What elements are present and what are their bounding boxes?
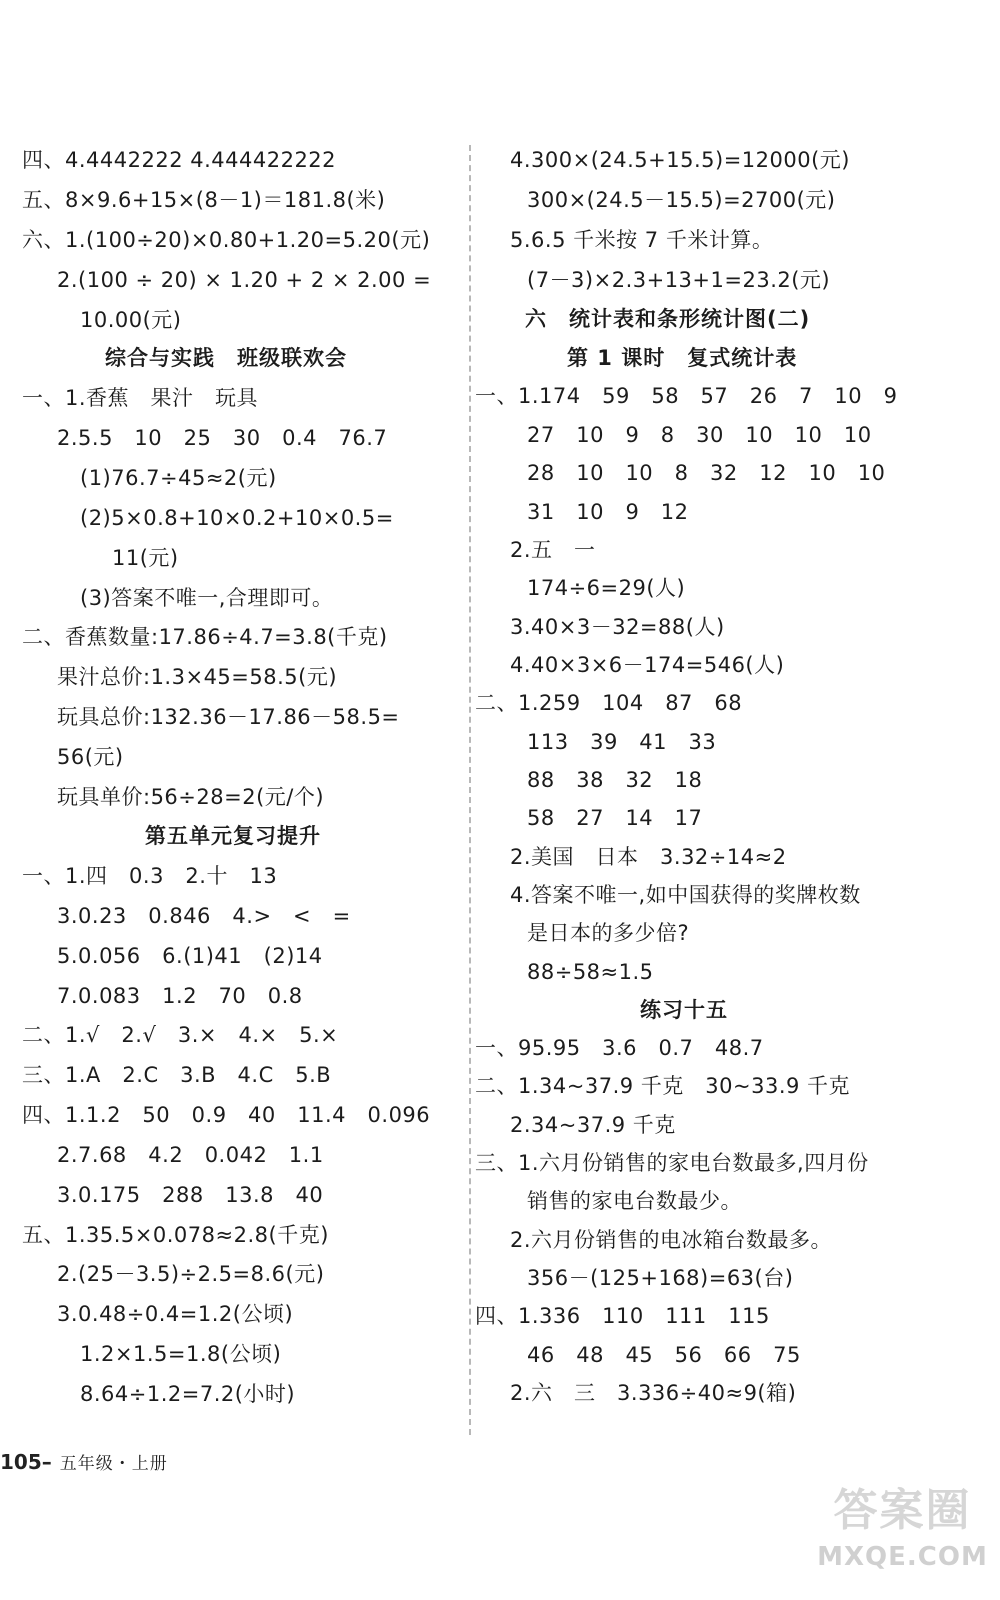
- answer-line: 2.(25－3.5)÷2.5=8.6(元): [57, 1262, 325, 1286]
- answer-line: 3.40×3－32=88(人): [510, 615, 725, 639]
- answer-line: (1)76.7÷45≈2(元): [80, 466, 277, 490]
- answer-line: 46 48 45 56 66 75: [527, 1343, 801, 1367]
- answer-line: 28 10 10 8 32 12 10 10: [527, 461, 886, 485]
- section-heading: 六 统计表和条形统计图(二): [525, 307, 811, 331]
- answer-line: 2.34~37.9 千克: [510, 1113, 676, 1137]
- page-footer: [0, 1450, 168, 1476]
- answer-line: 300×(24.5－15.5)=2700(元): [527, 188, 836, 212]
- answer-line: 4.答案不唯一,如中国获得的奖牌枚数: [510, 883, 861, 907]
- answer-line: 1.2×1.5=1.8(公顷): [80, 1342, 282, 1366]
- answer-line: 六、1.(100÷20)×0.80+1.20=5.20(元): [22, 228, 431, 252]
- answer-line: (3)答案不唯一,合理即可。: [80, 586, 334, 610]
- answer-line: 88 38 32 18: [527, 768, 703, 792]
- answer-line: 2.六 三 3.336÷40≈9(箱): [510, 1381, 797, 1405]
- answer-line: 7.0.083 1.2 70 0.8: [57, 984, 303, 1008]
- answer-line: 玩具总价:132.36－17.86－58.5=: [57, 705, 400, 729]
- answer-line: 二、1.√ 2.√ 3.× 4.× 5.×: [22, 1023, 339, 1047]
- answer-line: (2)5×0.8+10×0.2+10×0.5=: [80, 506, 394, 530]
- answer-line: 4.300×(24.5+15.5)=12000(元): [510, 148, 850, 172]
- answer-line: 一、95.95 3.6 0.7 48.7: [475, 1036, 764, 1060]
- answer-line: 2.五 一: [510, 538, 596, 562]
- answer-line: 销售的家电台数最少。: [527, 1189, 742, 1213]
- answer-line: 4.40×3×6－174=546(人): [510, 653, 785, 677]
- answer-line: 2.六月份销售的电冰箱台数最多。: [510, 1228, 833, 1252]
- section-heading: 第五单元复习提升: [145, 824, 321, 848]
- grade-label: 五年级・上册: [59, 1454, 168, 1474]
- watermark-url: MXQE.COM: [817, 1542, 988, 1572]
- answer-line: 11(元): [112, 546, 179, 570]
- answer-line: (7－3)×2.3+13+1=23.2(元): [527, 268, 831, 292]
- answer-line: 174÷6=29(人): [527, 576, 686, 600]
- answer-line: 2.(100 ÷ 20) × 1.20 + 2 × 2.00 =: [57, 268, 432, 292]
- answer-line: 一、1.四 0.3 2.十 13: [22, 864, 278, 888]
- answer-line: 113 39 41 33: [527, 730, 717, 754]
- watermark-text: 答案圈: [833, 1485, 972, 1536]
- answer-line: 四、1.336 110 111 115: [475, 1304, 770, 1328]
- answer-line: 27 10 9 8 30 10 10 10: [527, 423, 872, 447]
- lesson-heading: 第 1 课时 复式统计表: [567, 346, 798, 370]
- answer-line: 三、1.六月份销售的家电台数最多,四月份: [475, 1151, 869, 1175]
- answer-line: 3.0.48÷0.4=1.2(公顷): [57, 1302, 294, 1326]
- answer-line: 2.5.5 10 25 30 0.4 76.7: [57, 426, 388, 450]
- section-heading: 练习十五: [640, 998, 728, 1022]
- answer-line: 5.6.5 千米按 7 千米计算。: [510, 228, 774, 252]
- answer-line: 三、1.A 2.C 3.B 4.C 5.B: [22, 1063, 332, 1087]
- answer-line: 3.0.23 0.846 4.> < =: [57, 904, 351, 928]
- answer-line: 一、1.香蕉 果汁 玩具: [22, 386, 259, 410]
- answer-line: 8.64÷1.2=7.2(小时): [80, 1382, 296, 1406]
- page-number: 105–: [0, 1450, 52, 1474]
- answer-line: 一、1.174 59 58 57 26 7 10 9: [475, 384, 898, 408]
- answer-line: 58 27 14 17: [527, 806, 703, 830]
- answer-line: 356－(125+168)=63(台): [527, 1266, 794, 1290]
- column-divider: [469, 145, 471, 1435]
- answer-line: 二、1.259 104 87 68: [475, 691, 743, 715]
- answer-line: 5.0.056 6.(1)41 (2)14: [57, 944, 323, 968]
- answer-line: 是日本的多少倍?: [527, 921, 690, 945]
- answer-line: 玩具单价:56÷28=2(元/个): [57, 785, 325, 809]
- answer-line: 31 10 9 12: [527, 500, 689, 524]
- answer-line: 二、1.34~37.9 千克 30~33.9 千克: [475, 1074, 851, 1098]
- answer-line: 10.00(元): [80, 308, 182, 332]
- answer-line: 2.美国 日本 3.32÷14≈2: [510, 845, 787, 869]
- answer-line: 五、8×9.6+15×(8－1)＝181.8(米): [22, 188, 386, 212]
- answer-line: 56(元): [57, 745, 124, 769]
- answer-line: 88÷58≈1.5: [527, 960, 654, 984]
- answer-line: 3.0.175 288 13.8 40: [57, 1183, 324, 1207]
- answer-line: 2.7.68 4.2 0.042 1.1: [57, 1143, 324, 1167]
- section-heading: 综合与实践 班级联欢会: [105, 346, 347, 370]
- answer-line: 果汁总价:1.3×45=58.5(元): [57, 665, 338, 689]
- watermark-logo: [815, 1483, 990, 1598]
- answer-line: 四、4.4442222 4.444422222: [22, 148, 337, 172]
- answer-line: 五、1.35.5×0.078≈2.8(千克): [22, 1223, 329, 1247]
- answer-line: 二、香蕉数量:17.86÷4.7=3.8(千克): [22, 625, 388, 649]
- answer-line: 四、1.1.2 50 0.9 40 11.4 0.096: [22, 1103, 431, 1127]
